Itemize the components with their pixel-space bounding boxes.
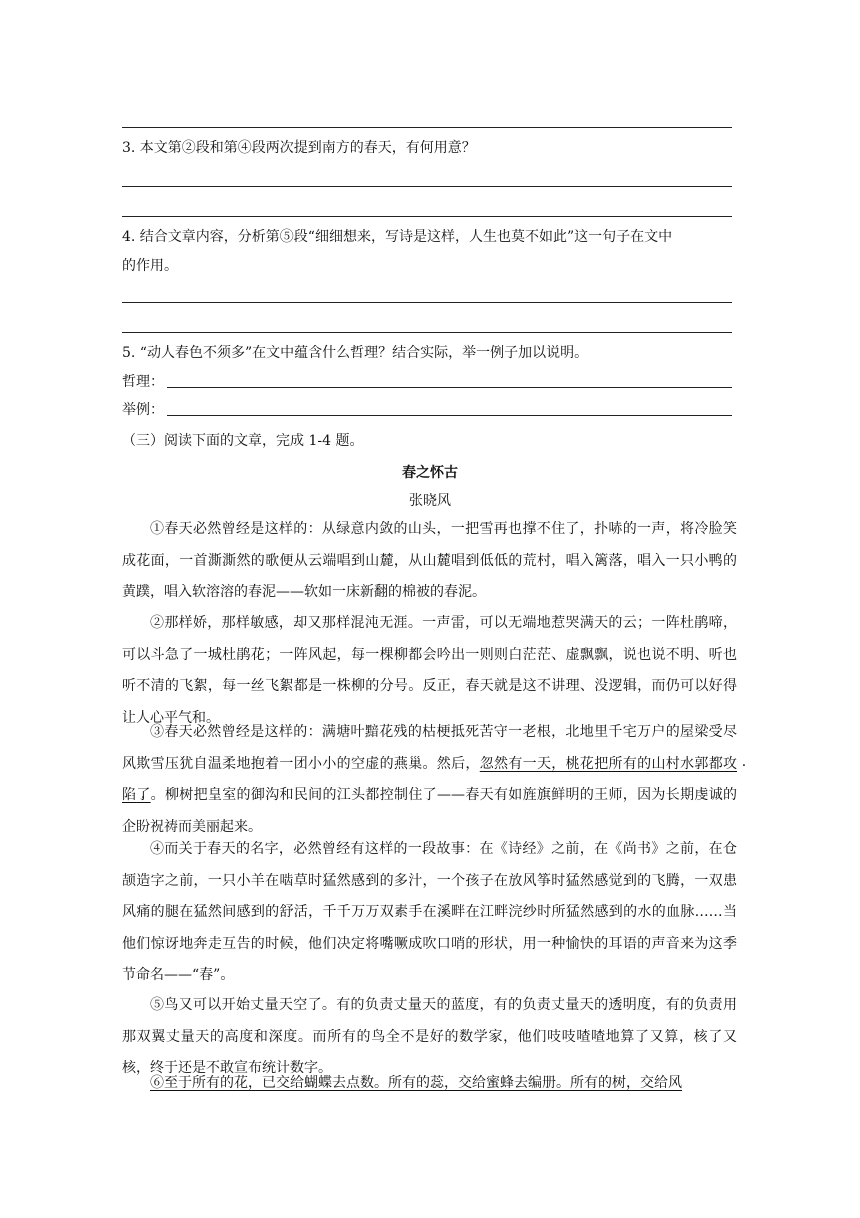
answer-line[interactable] xyxy=(122,332,732,333)
dotted-char: 陷 · xyxy=(122,787,136,803)
paragraph-5: ⑤鸟又可以开始丈量天空了。有的负责丈量天的蓝度，有的负责丈量天的透明度，有的负责用那双翼丈量天的高度和深度。而所有的鸟全不是好的数学家，他们吱吱喳喳地算了又算，核了又核，终于还是不敢宣布统计数字。 xyxy=(122,997,737,1076)
zheli-label: 哲理： xyxy=(122,374,164,390)
zheli-answer-line[interactable] xyxy=(167,387,732,388)
juli-answer-line[interactable] xyxy=(167,415,732,416)
question-3: 3. 本文第②段和第④段两次提到南方的春天，有何用意？ xyxy=(122,140,476,156)
underlined-sentence: ⑥至于所有的花，已交给蝴蝶去点数。所有的蕊，交给蜜蜂去编册。所有的树，交给风 xyxy=(150,1075,682,1091)
paragraph-3-text: 。柳树把皇室的御沟和民间的江头都控制住了——春天有如旌旗鲜明的王师，因为长期虔诚的企盼祝祷而美丽起来。 xyxy=(122,787,738,835)
paragraph-3 xyxy=(122,717,737,843)
paragraph-1: ①春天必然曾经是这样的：从绿意内敛的山头，一把雪再也撑不住了，扑哧的一声，将冷脸笑成花面，一首澌澌然的歌便从云端唱到山麓，从山麓唱到低低的荒村，唱入篱落，唱入一只小鸭的黄蹼，唱入软溶溶的春泥——软如一床新翻的棉被的春泥。 xyxy=(122,521,737,600)
underlined-part: 忽然有一天，桃花把所有的山村水郭都 xyxy=(479,755,724,772)
juli-label: 举例： xyxy=(122,402,164,418)
underlined-part: 了 xyxy=(136,787,151,803)
article-title: 春之怀古 xyxy=(402,465,458,481)
dotted-char: 攻 · xyxy=(723,756,737,772)
article-author: 张晓风 xyxy=(409,493,451,509)
question-4-line-2: 的作用。 xyxy=(122,258,178,274)
paragraph-3-text: ③春天必然曾经是这样的：满塘叶黯花残的枯梗抵死苦守一老根，北地里千宅万户的屋梁受尽风欺雪压犹自温柔地抱着一团小小的空虚的燕巢。然后， xyxy=(122,724,737,772)
paragraph-6 xyxy=(122,1068,737,1100)
question-5: 5. “动人春色不须多”在文中蕴含什么哲理？结合实际，举一例子加以说明。 xyxy=(122,345,589,361)
answer-line[interactable] xyxy=(122,186,732,187)
paragraph-2: ②那样娇，那样敏感，却又那样混沌无涯。一声雷，可以无端地惹哭满天的云；一阵杜鹃啼，可以斗急了一城杜鹃花；一阵风起，每一棵柳都会吟出一则则白茫茫、虚飘飘，说也说不明、听也听不清的飞絮，每一丝飞絮都是一株柳的分号。反正，春天就是这不讲理、没逻辑，而仍可以好得让人心平气和。 xyxy=(122,615,737,726)
section-intro: （三）阅读下面的文章，完成 1-4 题。 xyxy=(122,433,364,449)
answer-line[interactable] xyxy=(122,216,732,217)
answer-line[interactable] xyxy=(122,127,732,128)
question-4-line-1: 4. 结合文章内容，分析第⑤段“细细想来，写诗是这样，人生也莫不如此”这一句子在文中 xyxy=(122,229,673,245)
paragraph-4: ④而关于春天的名字，必然曾经有这样的一段故事：在《诗经》之前，在《尚书》之前，在仓颉造字之前，一只小羊在啮草时猛然感到的多汁，一个孩子在放风筝时猛然感觉到的飞腾，一双患风痛的腿在猛然间感到的舒活，千千万万双素手在溪畔在江畔浣纱时所猛然感到的水的血脉……当他们惊讶地奔走互告的时候，他们决定将嘴噘成吹口哨的形状，用一种愉快的耳语的声音来为这季节命名——“春”。 xyxy=(122,841,737,983)
answer-line[interactable] xyxy=(122,302,732,303)
